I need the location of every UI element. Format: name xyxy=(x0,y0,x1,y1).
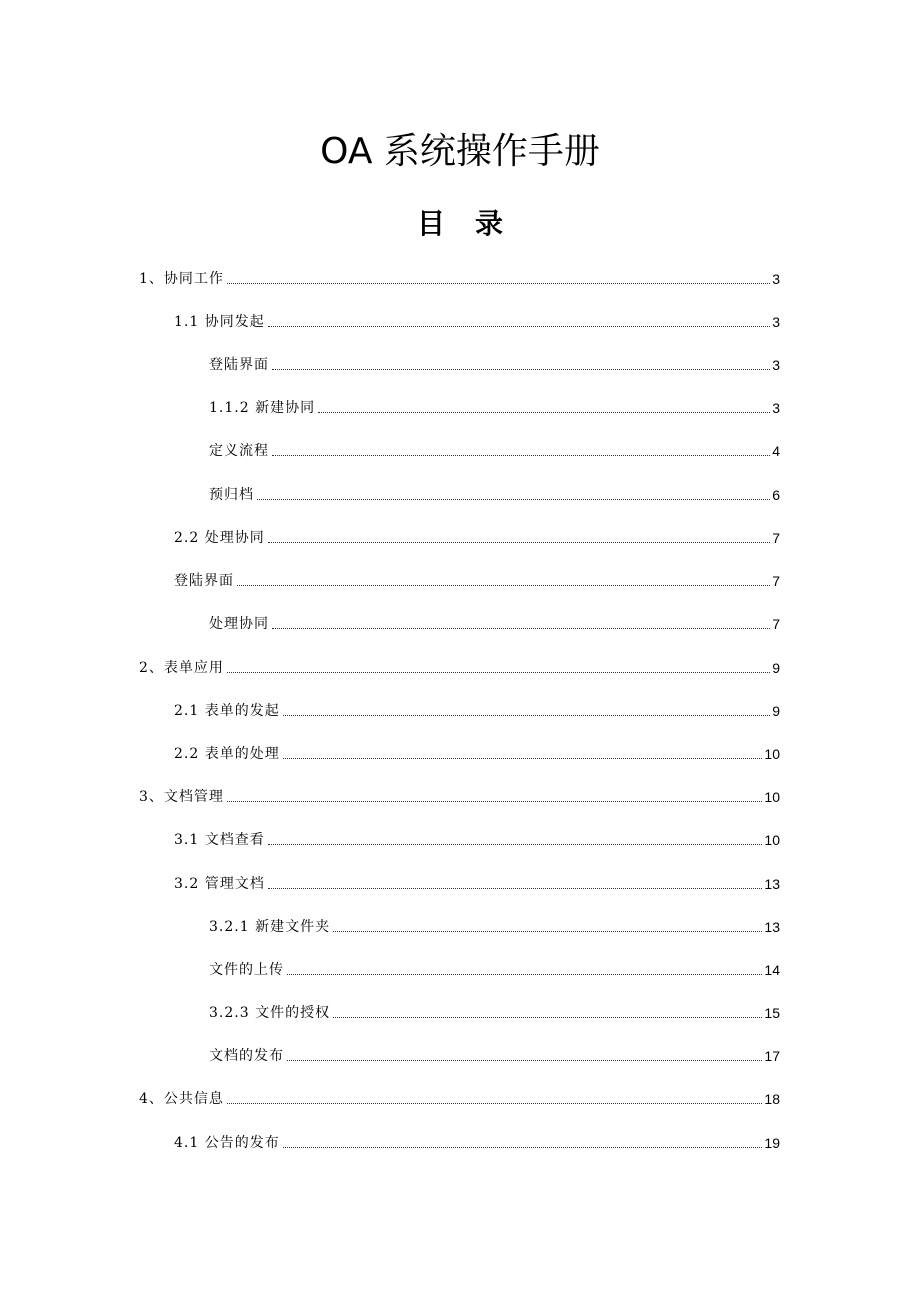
toc-entry-label: 3、文档管理 xyxy=(139,789,224,805)
document-title: OA 系统操作手册 xyxy=(320,131,600,172)
toc-page-number: 15 xyxy=(764,1005,780,1021)
dot-leader xyxy=(272,628,770,629)
toc-page-number: 19 xyxy=(764,1135,780,1151)
toc-page-number: 10 xyxy=(764,789,780,805)
toc-page-number: 14 xyxy=(764,962,780,978)
toc-entry-manage-documents[interactable] xyxy=(174,870,780,894)
dot-leader xyxy=(227,801,763,802)
toc-entry-process-collaboration[interactable] xyxy=(209,610,780,634)
toc-entry-label: 文档的发布 xyxy=(209,1048,284,1064)
toc-entry-label: 3.2 管理文档 xyxy=(174,876,265,892)
dot-leader xyxy=(287,1060,762,1061)
toc-page-number: 10 xyxy=(764,832,780,848)
toc-page-number: 3 xyxy=(772,314,780,330)
dot-leader xyxy=(283,758,763,759)
dot-leader xyxy=(268,542,770,543)
toc-entry-file-upload[interactable] xyxy=(209,956,780,980)
dot-leader xyxy=(272,455,770,456)
toc-entry-label: 4.1 公告的发布 xyxy=(174,1135,280,1151)
toc-page-number: 7 xyxy=(772,530,780,546)
dot-leader xyxy=(268,326,770,327)
toc-entry-new-folder[interactable] xyxy=(209,913,780,937)
toc-entry-label: 3.2.1 新建文件夹 xyxy=(209,919,331,935)
toc-entry-file-authorization[interactable] xyxy=(209,999,780,1023)
dot-leader xyxy=(283,715,770,716)
toc-page-number: 17 xyxy=(764,1048,780,1064)
dot-leader xyxy=(227,283,770,284)
dot-leader xyxy=(268,888,763,889)
dot-leader xyxy=(283,1147,763,1148)
toc-entry-label: 2、表单应用 xyxy=(139,660,224,676)
toc-page-number: 9 xyxy=(772,703,780,719)
toc-entry-collaboration[interactable] xyxy=(139,265,780,289)
toc-entry-new-collaboration[interactable] xyxy=(209,394,780,418)
toc-entry-label: 登陆界面 xyxy=(209,357,269,373)
dot-leader xyxy=(257,499,770,500)
toc-entry-label: 定义流程 xyxy=(209,443,269,459)
toc-entry-form-application[interactable] xyxy=(139,654,780,678)
dot-leader xyxy=(333,1017,762,1018)
toc-entry-label: 2.2 处理协同 xyxy=(174,530,265,546)
toc-entry-form-initiation[interactable] xyxy=(174,697,780,721)
toc-entry-label: 1、协同工作 xyxy=(139,271,224,287)
toc-page-number: 7 xyxy=(772,616,780,632)
dot-leader xyxy=(237,585,770,586)
toc-entry-label: 1.1.2 新建协同 xyxy=(209,400,316,416)
toc-page-number: 3 xyxy=(772,400,780,416)
toc-entry-define-workflow[interactable] xyxy=(209,437,780,461)
toc-entry-document-publish[interactable] xyxy=(209,1042,780,1066)
toc-entry-login-page-2[interactable] xyxy=(174,567,780,591)
toc-entry-announcement-publish[interactable] xyxy=(174,1129,780,1153)
toc-entry-pre-archive[interactable] xyxy=(209,481,780,505)
toc-entry-label: 3.2.3 文件的授权 xyxy=(209,1005,331,1021)
toc-entry-label: 4、公共信息 xyxy=(139,1091,224,1107)
dot-leader xyxy=(333,931,762,932)
toc-entry-label: 处理协同 xyxy=(209,616,269,632)
toc-page-number: 3 xyxy=(772,271,780,287)
toc-page-number: 3 xyxy=(772,357,780,373)
toc-page-number: 6 xyxy=(772,487,780,503)
dot-leader xyxy=(227,672,770,673)
toc-entry-collaboration-start[interactable] xyxy=(174,308,780,332)
toc-entry-login-page[interactable] xyxy=(209,351,780,375)
toc-entry-label: 登陆界面 xyxy=(174,573,234,589)
toc-page-number: 18 xyxy=(764,1091,780,1107)
toc-heading: 目录 xyxy=(416,207,533,240)
toc-page-number: 9 xyxy=(772,660,780,676)
dot-leader xyxy=(318,412,770,413)
toc-page-number: 13 xyxy=(764,876,780,892)
dot-leader xyxy=(268,844,763,845)
toc-page-number: 7 xyxy=(772,573,780,589)
toc-page-number: 10 xyxy=(764,746,780,762)
toc-entry-label: 3.1 文档查看 xyxy=(174,832,265,848)
toc-entry-document-view[interactable] xyxy=(174,826,780,850)
toc-entry-label: 预归档 xyxy=(209,487,254,503)
toc-entry-label: 2.1 表单的发起 xyxy=(174,703,280,719)
toc-entry-label: 1.1 协同发起 xyxy=(174,314,265,330)
toc-entry-label: 文件的上传 xyxy=(209,962,284,978)
toc-entry-public-info[interactable] xyxy=(139,1085,780,1109)
toc-entry-label: 2.2 表单的处理 xyxy=(174,746,280,762)
toc-entry-form-processing[interactable] xyxy=(174,740,780,764)
toc-page-number: 4 xyxy=(772,443,780,459)
toc-entry-document-management[interactable] xyxy=(139,783,780,807)
toc-page-number: 13 xyxy=(764,919,780,935)
dot-leader xyxy=(272,369,770,370)
toc-entry-handle-collaboration[interactable] xyxy=(174,524,780,548)
dot-leader xyxy=(227,1103,763,1104)
dot-leader xyxy=(287,974,762,975)
